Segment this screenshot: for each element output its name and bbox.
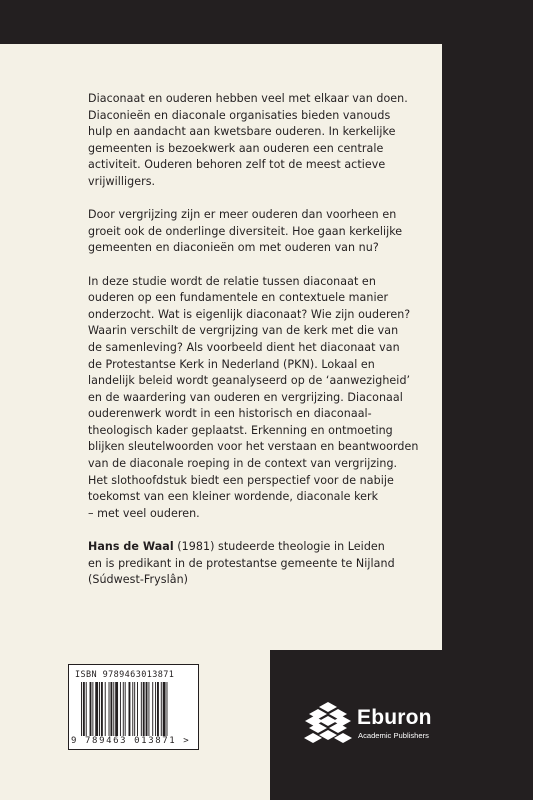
- eburon-cubes-icon: [303, 700, 353, 750]
- publisher-name: Eburon: [357, 706, 432, 729]
- blurb-paragraph-2: Door vergrijzing zijn er meer ouderen dan voorheen en groeit ook de onderlinge diversiteit. Hoe gaan kerkelijke gemeenten en diaconieën om met ouderen van nu?: [88, 208, 403, 255]
- barcode-bar: [155, 682, 156, 736]
- barcode-bar: [105, 682, 106, 736]
- barcode-bar: [167, 682, 168, 736]
- isbn-label: ISBN 9789463013871: [75, 670, 175, 680]
- barcode-bar: [137, 682, 138, 736]
- barcode-bar: [132, 682, 133, 736]
- barcode-bar: [86, 682, 87, 736]
- barcode-bar: [101, 682, 103, 736]
- barcode-bar: [157, 682, 159, 736]
- barcode-digits: 9 789463 013871 >: [71, 736, 191, 746]
- barcode-bar: [146, 682, 148, 736]
- barcode-bar: [99, 682, 100, 736]
- barcode-bar: [113, 682, 114, 736]
- barcode-bar: [163, 682, 166, 736]
- isbn-barcode: [68, 664, 199, 750]
- barcode-bar: [95, 682, 98, 736]
- author-bio: [88, 539, 433, 589]
- barcode-bars: [81, 682, 189, 736]
- barcode-bar: [143, 682, 145, 736]
- barcode-bar: [134, 682, 135, 736]
- blurb-paragraph-1: Diaconaat en ouderen hebben veel met elkaar van doen. Diaconieën en diaconale organisaties bieden vanouds hulp en aandacht aan kwetsbare ouderen. In kerkelijke gemeenten is bezoekwerk aan ouderen een centrale activiteit. Ouderen behoren zelf tot de meest actieve vrijwilligers.: [88, 92, 408, 188]
- barcode-bar: [109, 682, 110, 736]
- barcode-bar: [148, 682, 149, 736]
- barcode-bar: [115, 682, 118, 736]
- publisher-logo: [303, 700, 453, 760]
- barcode-bar: [92, 682, 93, 736]
- back-cover-text: [88, 91, 433, 605]
- barcode-bar: [129, 682, 131, 736]
- barcode-bar: [120, 682, 121, 736]
- barcode-bar: [152, 682, 153, 736]
- barcode-bar: [125, 682, 126, 736]
- author-bio-text: (1981) studeerde theologie in Leiden en is predikant in de protestantse gemeente te Nijland (Súdwest-Fryslân): [88, 540, 395, 587]
- barcode-bar: [81, 682, 82, 736]
- barcode-bar: [141, 682, 142, 736]
- blurb-paragraph-3: In deze studie wordt de relatie tussen diaconaat en ouderen op een fundamentele en contextuele manier onderzocht. Wat is eigenlijk diaconaat? Wie zijn ouderen? Waarin verschilt de vergrijzing van de kerk met die van de samenleving? Als voorbeeld dient het diaconaat van de Protestantse Kerk in Nederland (PKN). Lokaal en landelijk beleid wordt geanalyseerd op de ‘aanwezigheid’ en de waardering van ouderen en vergrijzing. Diaconaal ouderenwerk wordt in een historisch en diaconaal- theologisch kader geplaatst. Erkenning en ontmoeting blijken sleutelwoorden voor het verstaan en beantwoorden van de diaconale roeping in de context van vergrijzing. Het slothoofdstuk biedt een perspectief voor de nabije toekomst van een kleiner wordende, diaconale kerk – met veel ouderen.: [88, 274, 419, 520]
- author-name: Hans de Waal: [88, 540, 174, 554]
- barcode-bar: [83, 682, 85, 736]
- publisher-subtitle: Academic Publishers: [358, 731, 429, 740]
- barcode-bar: [161, 682, 162, 736]
- barcode-bar: [123, 682, 124, 736]
- barcode-bar: [90, 682, 92, 736]
- barcode-bar: [110, 682, 112, 736]
